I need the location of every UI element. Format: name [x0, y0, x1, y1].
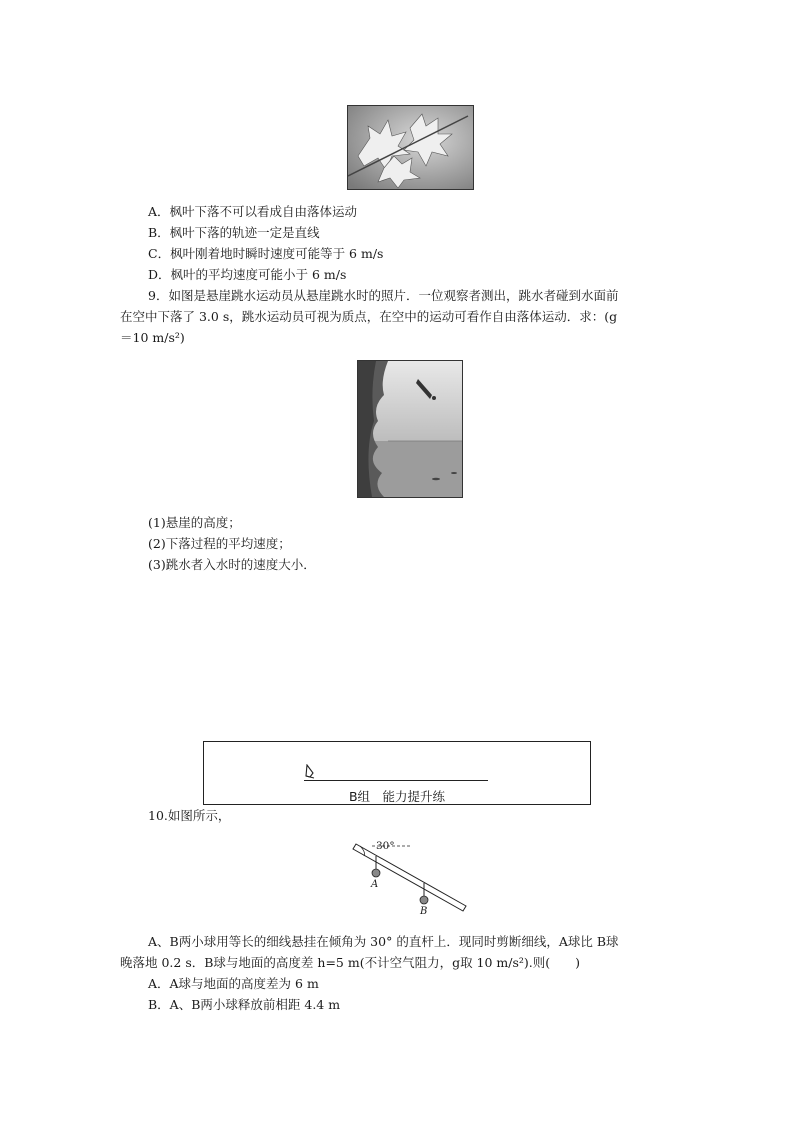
inclined-rod-figure	[350, 840, 470, 920]
maple-leaf-photo	[347, 105, 474, 190]
q8-option-b: B．枫叶下落的轨迹一定是直线	[148, 225, 320, 240]
q9-stem-line-2: 在空中下落了 3.0 s，跳水运动员可视为质点，在空中的运动可看作自由落体运动．求：(g	[120, 309, 618, 324]
q10-stem-line-1: A、B两小球用等长的细线悬挂在倾角为 30° 的直杆上．现同时剪断细线，A球比 B球	[148, 934, 619, 949]
ball-a-label: A	[371, 879, 379, 890]
ball-b-label: B	[420, 906, 428, 917]
q10-option-a: A．A球与地面的高度差为 6 m	[148, 976, 319, 991]
ball-b	[420, 896, 428, 904]
q9-subquestion-1: (1)悬崖的高度；	[148, 515, 241, 530]
ball-a	[372, 869, 380, 877]
angle-label: 30°	[376, 840, 395, 852]
section-b-rule	[304, 780, 488, 781]
q8-option-a: A．枫叶下落不可以看成自由落体运动	[148, 204, 358, 219]
section-b-title: B组 能力提升练	[348, 789, 446, 804]
pencil-icon	[304, 764, 318, 780]
q8-option-d: D．枫叶的平均速度可能小于 6 m/s	[148, 267, 347, 282]
q10-option-b: B．A、B两小球释放前相距 4.4 m	[148, 997, 341, 1012]
cliff-diver-photo	[357, 360, 463, 498]
q10-stem-line-2: 晚落地 0.2 s．B球与地面的高度差 h=5 m(不计空气阻力，g取 10 m/s²).则( )	[120, 955, 581, 970]
q8-option-c: C．枫叶刚着地时瞬时速度可能等于 6 m/s	[148, 246, 384, 261]
maple-leaf-image	[348, 106, 473, 189]
q9-stem-line-1: 9．如图是悬崖跳水运动员从悬崖跳水时的照片．一位观察者测出，跳水者碰到水面前	[148, 288, 619, 303]
q9-subquestion-2: (2)下落过程的平均速度；	[148, 536, 291, 551]
q10-intro: 10.如图所示，	[148, 808, 231, 823]
cliff-diver-image	[358, 361, 462, 497]
section-b-header	[203, 741, 591, 805]
q9-subquestion-3: (3)跳水者入水时的速度大小．	[148, 557, 316, 572]
q9-stem-line-3: ＝10 m/s²)	[120, 330, 185, 345]
